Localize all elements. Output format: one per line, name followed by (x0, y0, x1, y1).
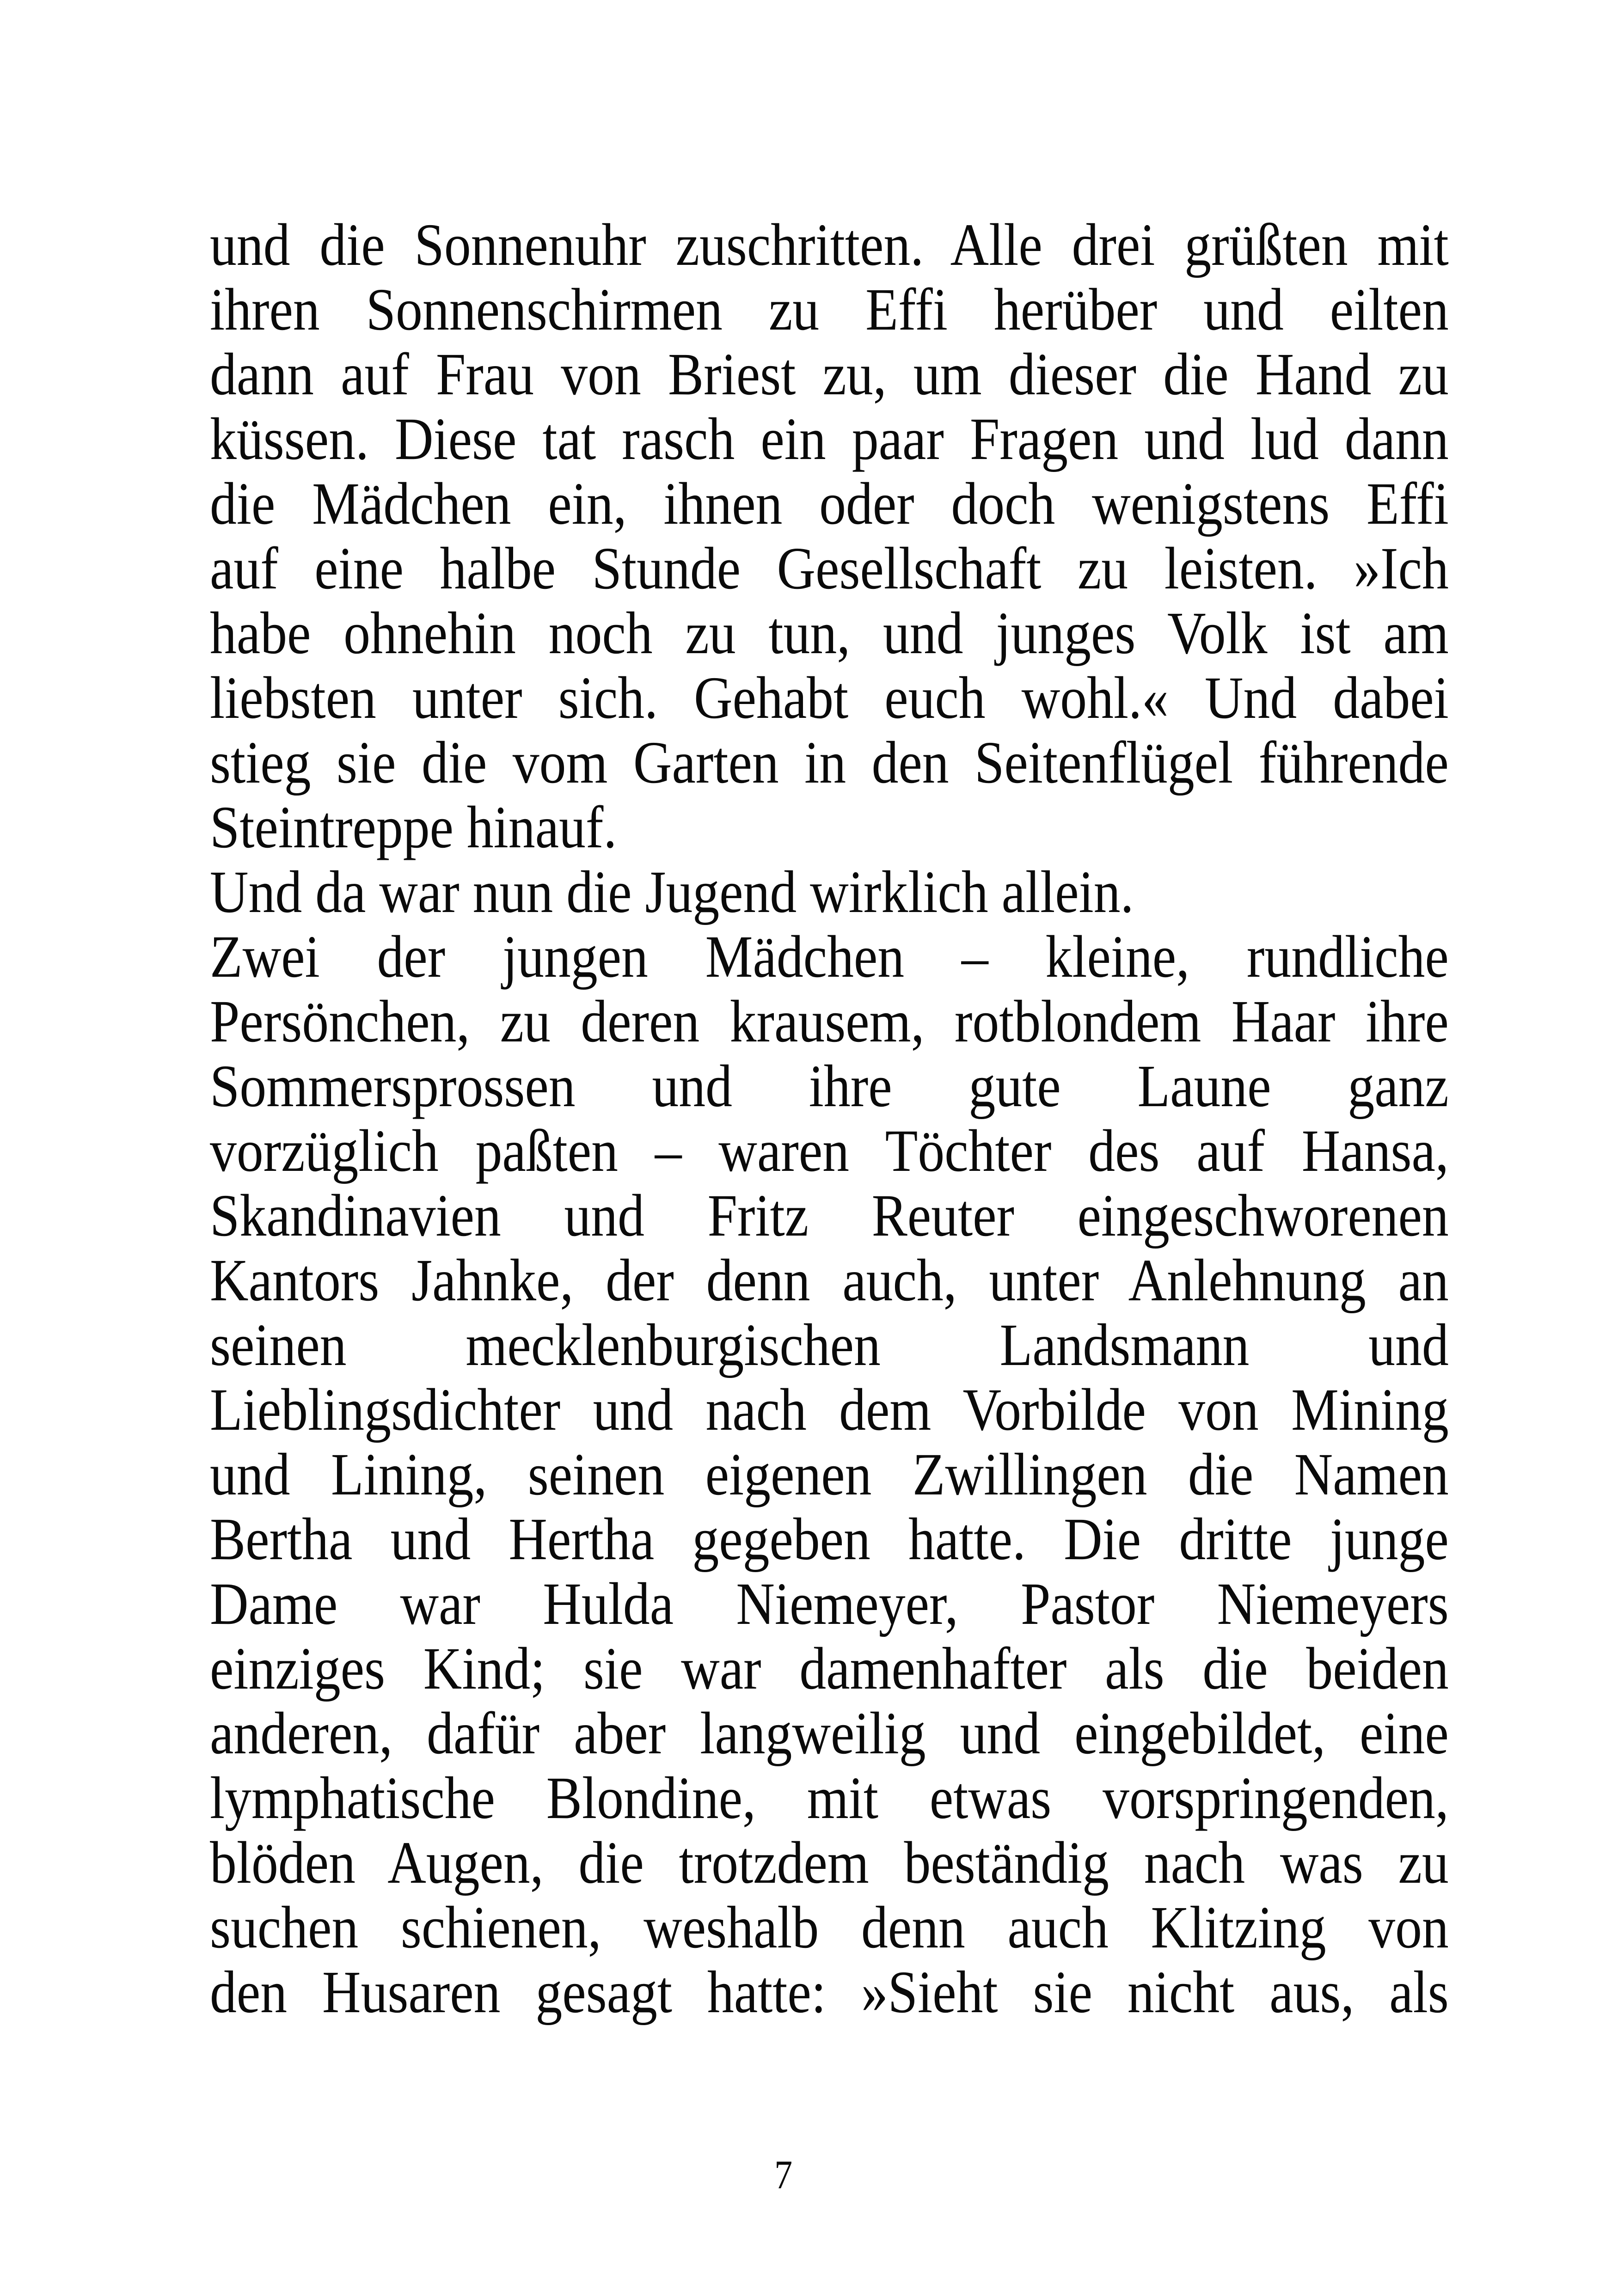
text-line: und Lining, seinen eigenen Zwillingen die Namen (210, 1441, 1449, 1508)
text-line: dann auf Frau von Briest zu, um dieser die Hand zu (210, 341, 1449, 408)
text-line: küssen. Diese tat rasch ein paar Fragen und lud dann (210, 406, 1449, 472)
text-line: Skandinavien und Fritz Reuter eingeschworenen (210, 1182, 1449, 1249)
text-line: blöden Augen, die trotzdem beständig nach was zu (210, 1830, 1449, 1896)
text-line: lymphatische Blondine, mit etwas vorspringenden, (210, 1765, 1449, 1831)
text-line: und die Sonnenuhr zuschritten. Alle drei grüßten mit (210, 212, 1449, 278)
text-line: Sommersprossen und ihre gute Laune ganz (210, 1053, 1449, 1120)
text-line: einziges Kind; sie war damenhafter als die beiden (210, 1635, 1449, 1702)
paragraph (210, 860, 1449, 925)
paragraph (210, 925, 1449, 2025)
text-line: seinen mecklenburgischen Landsmann und (210, 1312, 1449, 1378)
text-line: die Mädchen ein, ihnen oder doch wenigstens Effi (210, 471, 1449, 537)
text-line: Kantors Jahnke, der denn auch, unter Anlehnung an (210, 1247, 1449, 1314)
text-line: habe ohnehin noch zu tun, und junges Volk ist am (210, 600, 1449, 667)
text-line: Zwei der jungen Mädchen – kleine, rundliche (210, 924, 1449, 990)
page-number: 7 (774, 2153, 793, 2198)
text-line: Dame war Hulda Niemeyer, Pastor Niemeyers (210, 1571, 1449, 1637)
text-line: ihren Sonnenschirmen zu Effi herüber und eilten (210, 276, 1449, 343)
text-line: liebsten unter sich. Gehabt euch wohl.« Und dabei (210, 665, 1449, 731)
text-line: Und da war nun die Jugend wirklich allein. (210, 859, 1134, 925)
text-line: vorzüglich paßten – waren Töchter des auf Hansa, (210, 1118, 1449, 1184)
text-line: Bertha und Hertha gegeben hatte. Die dritte junge (210, 1506, 1449, 1573)
text-line: Steintreppe hinauf. (210, 794, 617, 861)
text-line: auf eine halbe Stunde Gesellschaft zu leisten. »Ich (210, 535, 1449, 602)
text-block (210, 213, 1449, 2025)
text-line: stieg sie die vom Garten in den Seitenflügel führende (210, 729, 1449, 796)
text-line: Lieblingsdichter und nach dem Vorbilde von Mining (210, 1377, 1449, 1443)
text-line: den Husaren gesagt hatte: »Sieht sie nicht aus, als (210, 1959, 1449, 2026)
paragraph (210, 213, 1449, 860)
text-line: suchen schienen, weshalb denn auch Klitzing von (210, 1894, 1449, 1961)
text-line: Persönchen, zu deren krausem, rotblondem Haar ihre (210, 988, 1449, 1055)
text-line: anderen, dafür aber langweilig und eingebildet, eine (210, 1700, 1449, 1767)
